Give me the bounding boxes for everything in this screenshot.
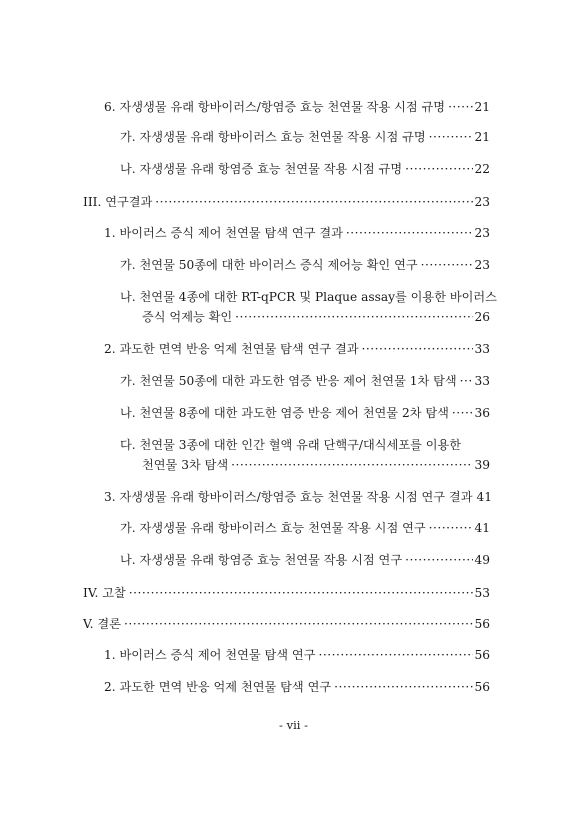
dot-leader [334,678,473,696]
toc-page-number: 56 [474,648,490,662]
toc-page-number: 23 [474,258,490,272]
toc-entry-title: 나. 천연물 8종에 대한 과도한 염증 반응 제어 천연물 2차 탐색 [120,406,449,420]
toc-page-number: 41 [476,490,492,504]
dot-leader [421,256,474,274]
dot-leader [405,160,473,178]
toc-page-number: 21 [474,130,490,144]
toc-page-number: 36 [474,406,490,420]
toc-page-number: 53 [474,586,490,600]
toc-entry-title: 1. 바이러스 증식 제어 천연물 탐색 연구 [104,648,316,662]
toc-page-number: 23 [474,195,490,209]
dot-leader [448,98,473,116]
toc-entry-title: 가. 자생생물 유래 항바이러스 효능 천연물 작용 시점 규명 [120,130,426,144]
toc-page-number: 56 [474,680,490,694]
toc-entry-title: 나. 자생생물 유래 항염증 효능 천연물 작용 시점 연구 [120,553,403,567]
toc-page-number: 21 [474,100,490,114]
toc-entry-title: 다. 천연물 3종에 대한 인간 혈액 유래 단핵구/대식세포를 이용한 [120,438,462,452]
toc-entry-title-continued: 천연물 3차 탐색 [142,458,229,472]
dot-leader [129,584,474,602]
toc-entry-title: 가. 천연물 50종에 대한 과도한 염증 반응 제어 천연물 1차 탐색 [120,374,457,388]
dot-leader [124,615,474,633]
toc-entry-title: IV. 고찰 [83,586,126,600]
page-number-footer: - vii - [279,718,308,732]
dot-leader [318,646,473,664]
dot-leader [405,551,473,569]
toc-page-number: 23 [474,226,490,240]
toc-page-number: 49 [474,553,490,567]
toc-page-number: 33 [474,374,490,388]
dot-leader [155,193,473,211]
toc-page-number: 33 [474,342,490,356]
toc-entry-title: 나. 천연물 4종에 대한 RT-qPCR 및 Plaque assay를 이용한 바이러스 [120,290,497,304]
dot-leader [346,224,474,242]
toc-entry-title: 2. 과도한 면역 반응 억제 천연물 탐색 연구 결과 [104,342,359,356]
toc-entry-title: 6. 자생생물 유래 항바이러스/항염증 효능 천연물 작용 시점 규명 [104,100,446,114]
toc-page-number: 26 [474,310,490,324]
toc-entry-title: 가. 천연물 50종에 대한 바이러스 증식 제어능 확인 연구 [120,258,418,272]
toc-entry-title: 1. 바이러스 증식 제어 천연물 탐색 연구 결과 [104,226,343,240]
toc-entry-title: 나. 자생생물 유래 항염증 효능 천연물 작용 시점 규명 [120,162,403,176]
toc-entry-title: 3. 자생생물 유래 항바이러스/항염증 효능 천연물 작용 시점 연구 결과 [104,490,473,504]
dot-leader [235,308,473,326]
dot-leader [460,372,474,390]
toc-entry-title: V. 결론 [83,617,121,631]
toc-page-number: 41 [474,521,490,535]
dot-leader [452,404,474,422]
toc-entry-title: III. 연구결과 [83,195,153,209]
toc-entry-title: 가. 자생생물 유래 항바이러스 효능 천연물 작용 시점 연구 [120,521,426,535]
dot-leader [231,456,473,474]
toc-page-number: 22 [474,162,490,176]
toc-entry-title-continued: 증식 억제능 확인 [142,310,233,324]
toc-page-number: 39 [474,458,490,472]
toc-entry-title: 2. 과도한 면역 반응 억제 천연물 탐색 연구 [104,680,332,694]
toc-page-number: 56 [474,617,490,631]
dot-leader [429,519,474,537]
dot-leader [429,128,474,146]
dot-leader [362,340,474,358]
